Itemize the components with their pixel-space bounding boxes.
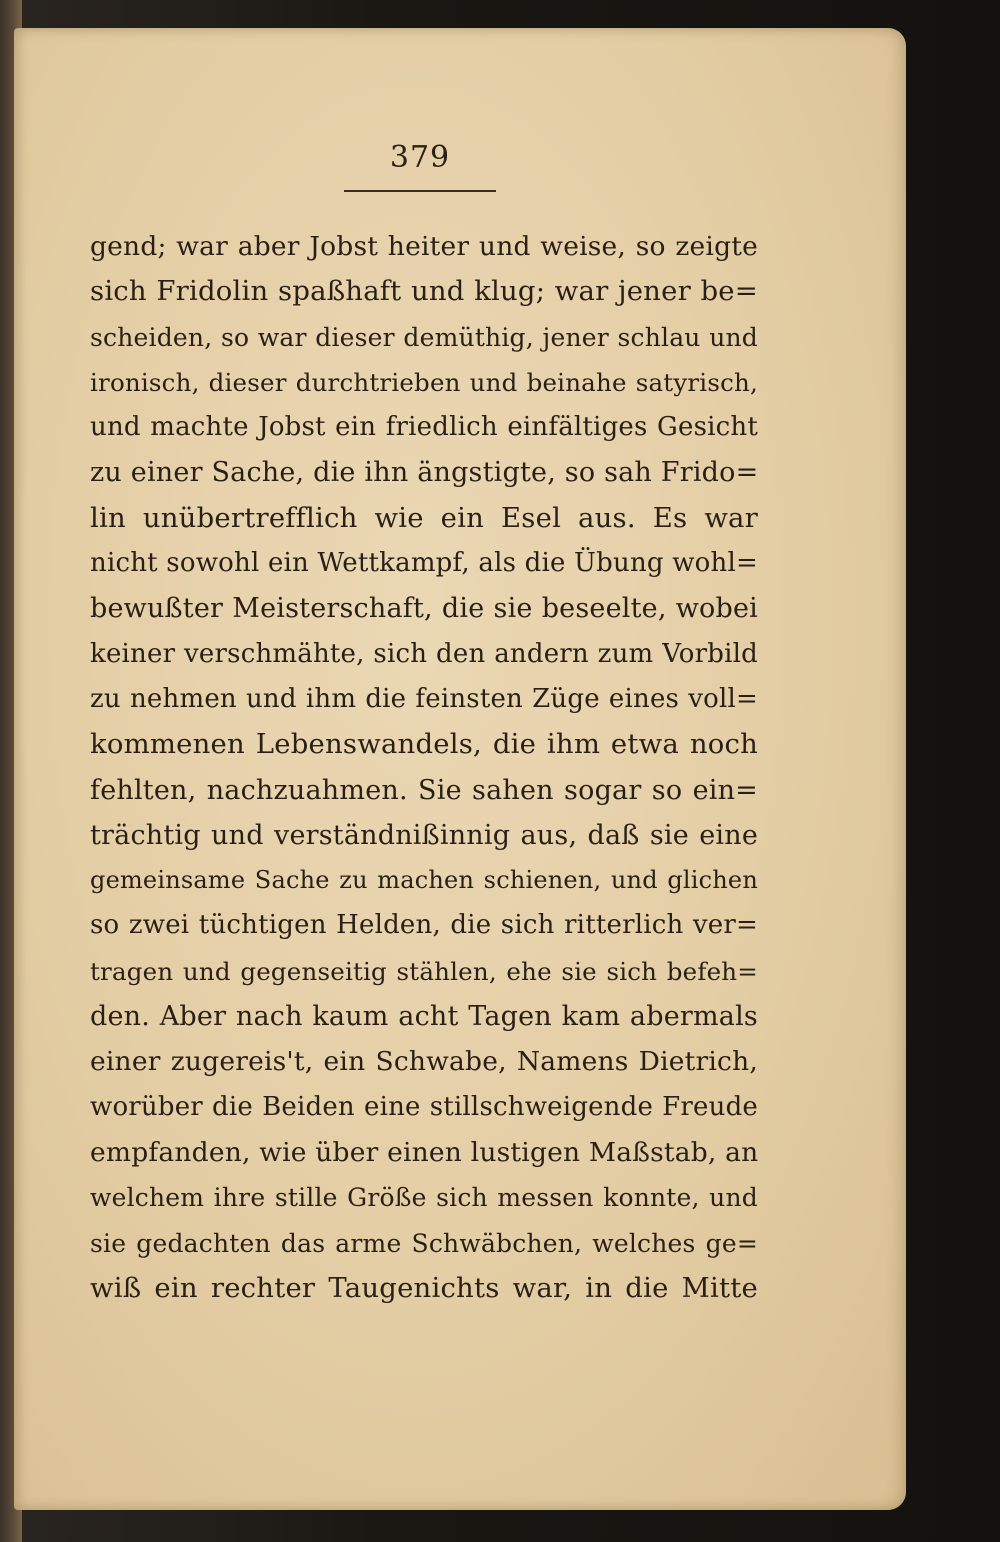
text-line: kommenen Lebenswandels, die ihm etwa noch	[90, 728, 758, 761]
header-rule	[344, 190, 496, 192]
text-line: bewußter Meisterschaft, die sie beseelte, wobei	[90, 593, 758, 625]
text-line: sie gedachten das arme Schwäbchen, welches ge=	[90, 1228, 758, 1258]
text-line: fehlten, nachzuahmen. Sie sahen sogar so ein=	[90, 774, 758, 806]
text-line: welchem ihre stille Größe sich messen konnte, und	[90, 1183, 758, 1213]
text-line: gemeinsame Sache zu machen schienen, und glichen	[90, 866, 758, 895]
text-line: so zwei tüchtigen Helden, die sich ritterlich ver=	[90, 910, 758, 941]
text-line: einer zugereis't, ein Schwabe, Namens Dietrich,	[90, 1046, 758, 1078]
text-line: nicht sowohl ein Wettkampf, als die Übung wohl=	[90, 548, 758, 579]
page-number: 379	[389, 140, 451, 175]
text-line: und machte Jobst ein friedlich einfältiges Gesicht	[90, 412, 758, 443]
text-line: zu nehmen und ihm die feinsten Züge eines voll=	[90, 683, 758, 714]
text-line: den. Aber nach kaum acht Tagen kam abermals	[90, 1001, 758, 1033]
text-line: worüber die Beiden eine stillschweigende Freude	[90, 1091, 758, 1122]
text-line: ironisch, dieser durchtrieben und beinahe satyrisch,	[90, 367, 758, 397]
text-line: lin unübertrefflich wie ein Esel aus. Es war	[90, 501, 758, 534]
paper-page	[14, 28, 906, 1510]
text-line: keiner verschmähte, sich den andern zum Vorbild	[90, 638, 758, 669]
text-line: trächtig und verständnißinnig aus, daß sie eine	[90, 819, 758, 851]
text-line: wiß ein rechter Taugenichts war, in die Mitte	[90, 1271, 758, 1304]
text-line: gend; war aber Jobst heiter und weise, so zeigte	[90, 231, 758, 262]
body-text	[90, 224, 758, 1311]
text-line: empfanden, wie über einen lustigen Maßstab, an	[90, 1136, 759, 1168]
text-line: tragen und gegenseitig stählen, ehe sie sich befeh=	[90, 956, 758, 986]
text-line: zu einer Sache, die ihn ängstigte, so sah Frido=	[90, 457, 759, 489]
text-line: scheiden, so war dieser demüthig, jener schlau und	[90, 322, 758, 352]
text-line: sich Fridolin spaßhaft und klug; war jener be=	[90, 275, 758, 308]
